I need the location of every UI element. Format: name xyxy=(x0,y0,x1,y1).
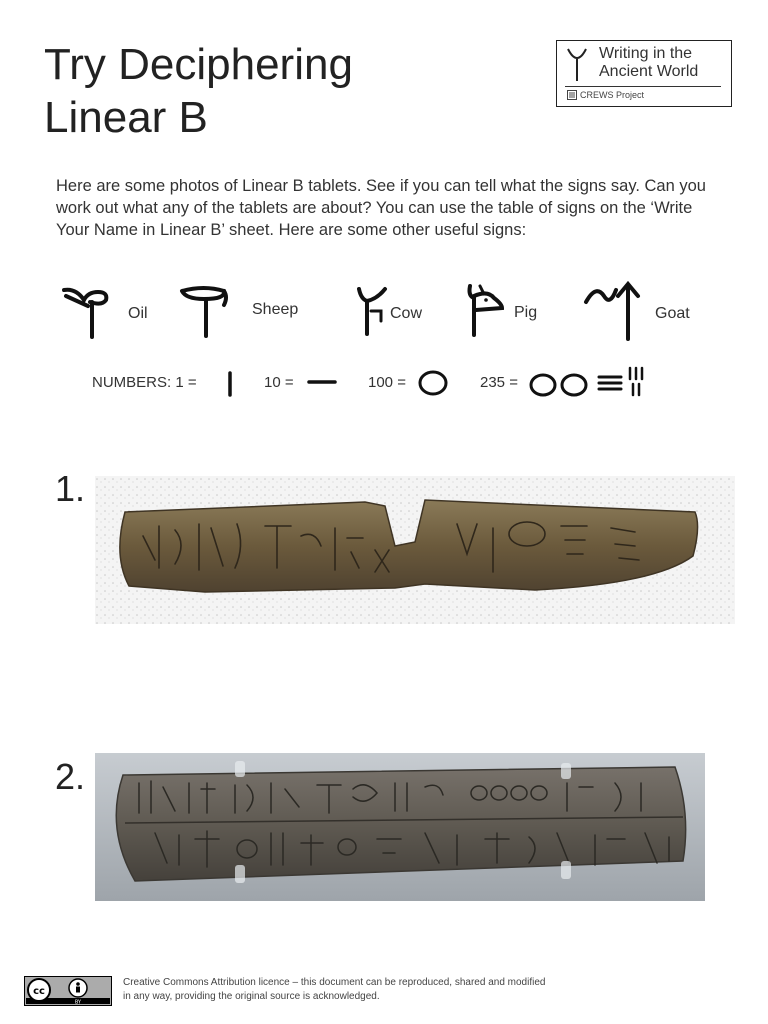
tablet-number-1: 1. xyxy=(55,468,86,509)
tablet-1-photo xyxy=(95,476,735,624)
hundred-circle-icon xyxy=(416,368,450,398)
cow-ideogram-icon xyxy=(355,285,391,337)
ten-dash-icon xyxy=(306,372,338,392)
sign-label-pig: Pig xyxy=(514,304,538,321)
intro-paragraph: Here are some photos of Linear B tablets. See if you can tell what the signs say. Can you work out what any of the tablets are about? You can use the table of signs on the ‘Write Your Name in Linear B’ sheet. Here are some other useful signs: xyxy=(56,177,706,239)
page-title xyxy=(44,38,353,144)
pig-ideogram-icon xyxy=(464,282,506,338)
svg-text:cc: cc xyxy=(33,986,45,997)
numbers-row xyxy=(92,366,672,400)
title-line-1: Try Deciphering xyxy=(44,40,353,89)
logo-divider xyxy=(565,86,721,87)
sign-label-goat: Goat xyxy=(655,305,690,322)
tablet-number-2: 2. xyxy=(55,756,86,797)
sign-label-oil: Oil xyxy=(128,305,148,322)
tablet-2-photo xyxy=(95,753,705,901)
cc-by-text: BY xyxy=(74,999,82,1006)
cc-by-license-icon xyxy=(24,976,112,1006)
logo-subtitle xyxy=(567,90,644,100)
numbers-label-100: 100 = xyxy=(368,374,406,391)
sheep-ideogram-icon xyxy=(178,285,230,339)
logo-line-1: Writing in the xyxy=(599,45,693,62)
license-text: Creative Commons Attribution licence – this document can be reproduced, shared and modified in any way, providing the original source is acknowledged. xyxy=(123,977,546,1002)
sign-label-cow: Cow xyxy=(390,305,423,322)
example-235-glyphs-icon xyxy=(526,364,656,400)
numbers-label-10: 10 = xyxy=(264,374,294,391)
oil-ideogram-icon xyxy=(62,284,112,340)
sign-label-sheep: Sheep xyxy=(252,301,299,318)
logo-line-2: Ancient World xyxy=(599,63,699,80)
writing-logo-icon xyxy=(565,47,589,83)
crews-logo xyxy=(556,40,732,107)
numbers-label-235: 235 = xyxy=(480,374,518,391)
logo-sub-label: CREWS Project xyxy=(580,90,645,100)
title-line-2: Linear B xyxy=(44,93,208,142)
logo-title xyxy=(599,45,698,81)
goat-ideogram-icon xyxy=(582,280,642,342)
numbers-label-1: NUMBERS: 1 = xyxy=(92,374,197,391)
crews-mini-icon xyxy=(567,90,577,100)
unit-stroke-icon xyxy=(226,370,234,398)
